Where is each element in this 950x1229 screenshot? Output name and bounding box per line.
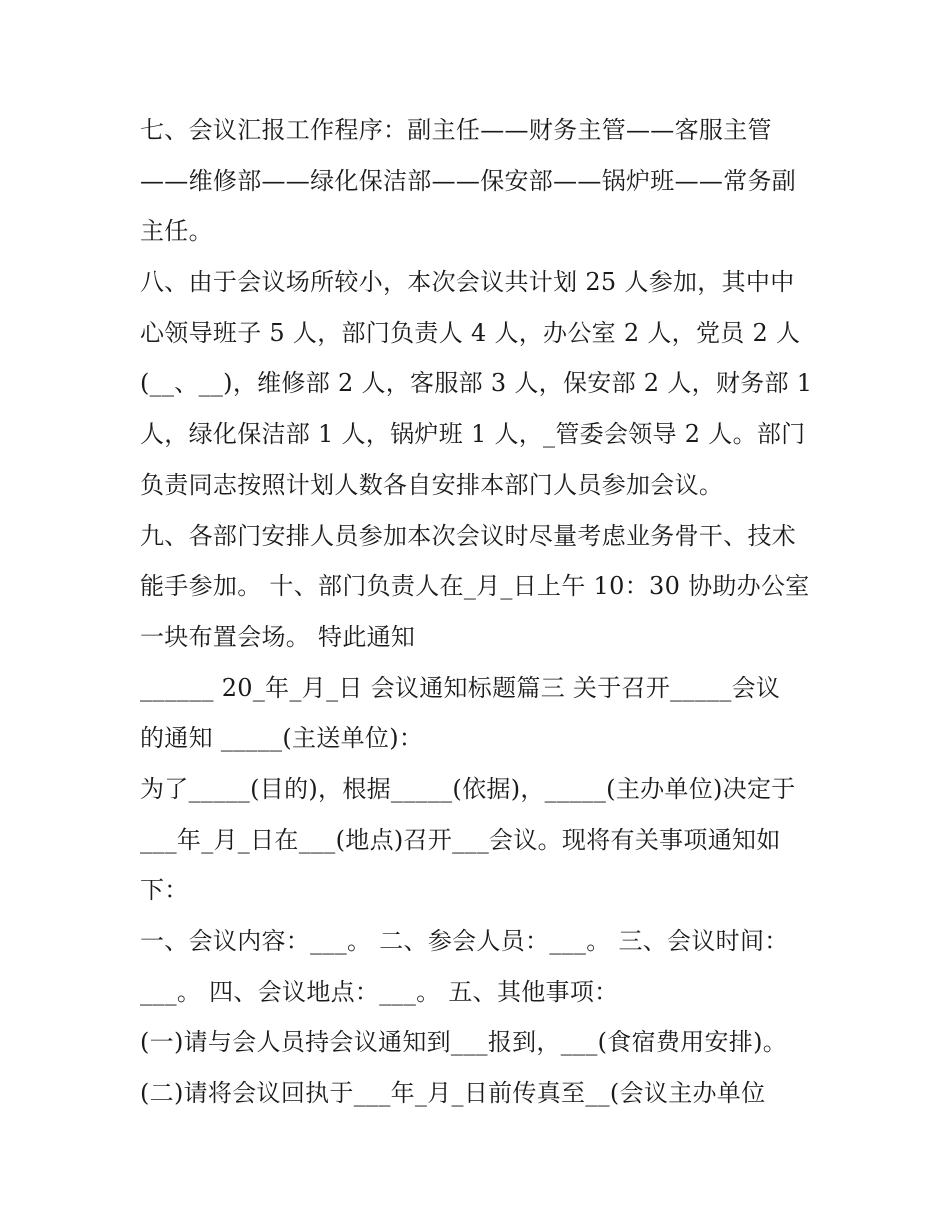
text-line: 的通知 _____(主送单位)：	[140, 724, 424, 753]
text-line: 心领导班子 5 人，部门负责人 4 人，办公室 2 人，党员 2 人	[140, 318, 801, 347]
text-line: (一)请与会人员持会议通知到___报到，___(食宿费用安排)。	[140, 1028, 788, 1057]
text-line: 七、会议汇报工作程序：副主任——财务主管——客服主管	[140, 116, 772, 144]
text-line: 八、由于会议场所较小，本次会议共计划 25 人参加，其中中	[140, 268, 795, 297]
text-line: 能手参加。 十、部门负责人在_月_日上午 10：30 协助办公室	[140, 572, 810, 601]
text-line: 为了_____(目的)，根据_____(依据)，_____(主办单位)决定于	[140, 774, 796, 803]
text-line: 一、会议内容：___。 二、参会人员：___。 三、会议时间：	[140, 927, 789, 955]
text-line: (__、__)，维修部 2 人，客服部 3 人，保安部 2 人，财务部 1	[140, 369, 813, 398]
text-line: ___年_月_日在___(地点)召开___会议。现将有关事项通知如	[140, 825, 781, 854]
text-line: 负责同志按照计划人数各自安排本部门人员参加会议。	[140, 470, 724, 499]
text-line: ______ 20_年_月_日 会议通知标题篇三 关于召开_____会议	[140, 673, 781, 702]
text-line: ——维修部——绿化保洁部——保安部——锅炉班——常务副	[140, 166, 797, 195]
text-line: (二)请将会议回执于___年_月_日前传真至__(会议主办单位	[140, 1079, 766, 1108]
text-line: 下：	[140, 876, 189, 905]
text-line: ___。 四、会议地点：___。 五、其他事项：	[140, 977, 619, 1006]
text-line: 九、各部门安排人员参加本次会议时尽量考虑业务骨干、技术	[140, 521, 797, 550]
document-body	[140, 105, 820, 1119]
text-line: 一块布置会场。 特此通知	[140, 622, 416, 651]
text-line: 主任。	[140, 217, 213, 246]
text-line: 人，绿化保洁部 1 人，锅炉班 1 人，_管委会领导 2 人。部门	[140, 420, 806, 449]
